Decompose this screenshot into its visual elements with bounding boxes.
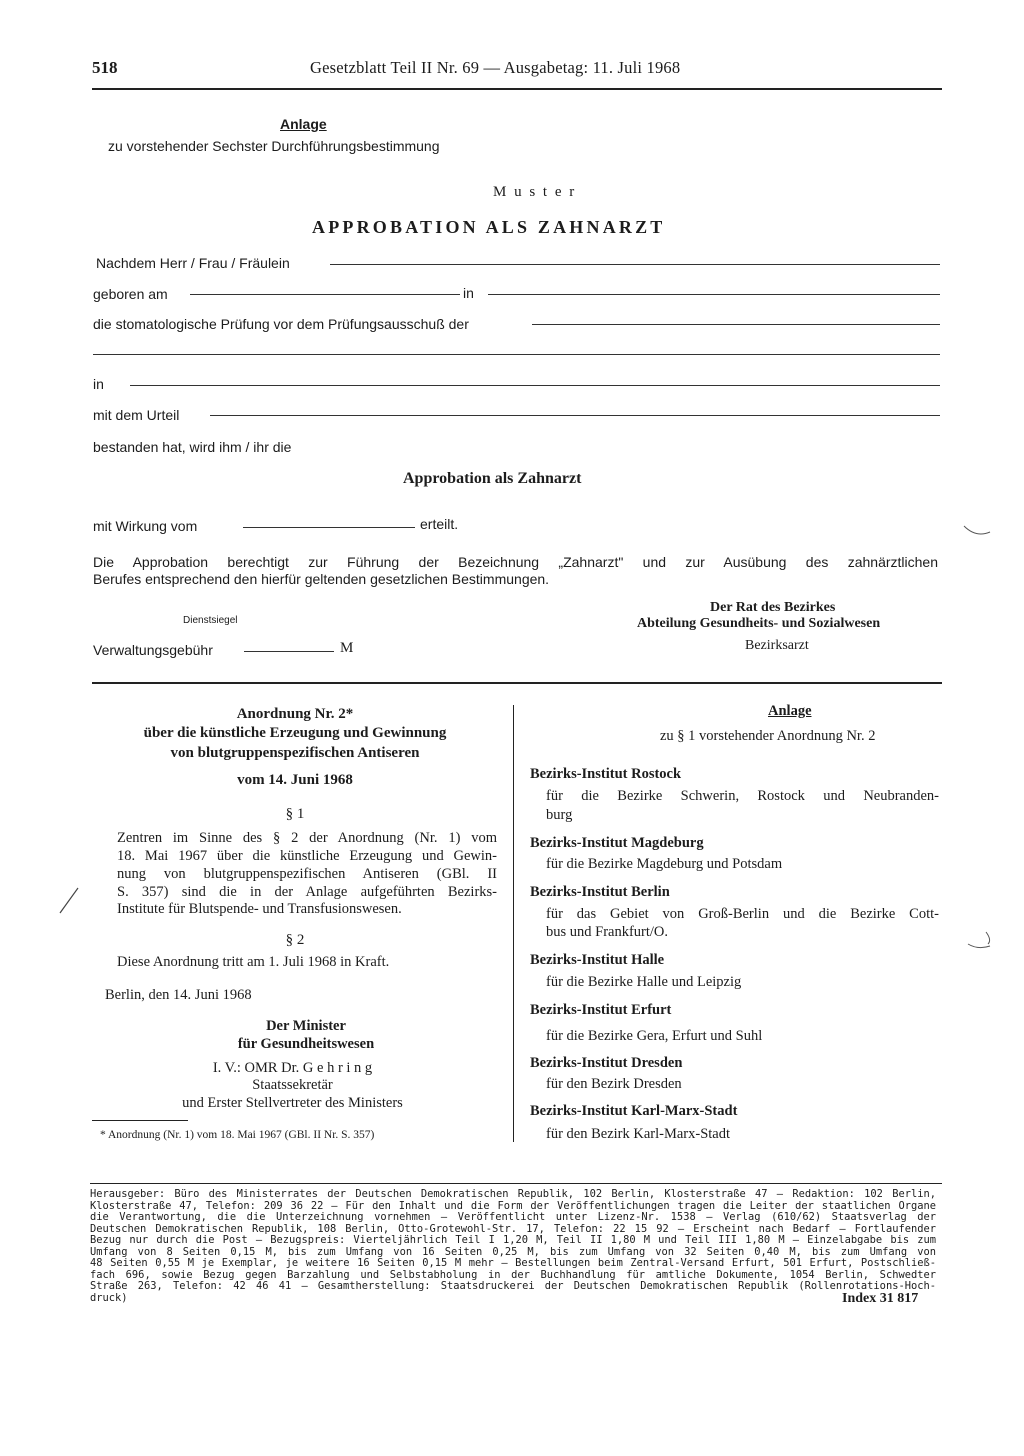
order-date: vom 14. Juni 1968 [237, 772, 353, 788]
imprint-rule [90, 1183, 942, 1184]
order-title-2: über die künstliche Erzeugung und Gewinnung [143, 725, 447, 741]
imprint-line: Deutschen Demokratischen Republik, 108 Berlin, Otto-Grotewohl-Str. 17, Telefon: 22 15 92 — Erscheint nach Bedarf — Fortlaufender [90, 1222, 936, 1235]
section-1-line: S. 357) sind die in der Anlage aufgeführten Bezirks- [117, 884, 497, 900]
anlage-right-heading: Anlage [768, 703, 812, 719]
form-line-result: mit dem Urteil [93, 407, 180, 423]
institute-line: für die Bezirke Magdeburg und Potsdam [546, 856, 783, 872]
imprint-line: Herausgeber: Büro des Ministerrates der Deutschen Demokratischen Republik, 102 Berlin, Klosterstraße 47 — Redaktion: 102 Berlin, [90, 1188, 936, 1200]
institute-line: bus und Frankfurt/O. [546, 924, 669, 940]
form-subtitle: Approbation als Zahnarzt [403, 470, 582, 487]
imprint-line: fach 696, sowie Bezug gegen Barzahlung und Selbstabholung in der Buchhandlung für amtliche Dokumente, 1054 Berlin, Schwedter [90, 1268, 936, 1281]
imprint-line: Straße 263, Telefon: 42 46 41 — Gesamtherstellung: Staatsdruckerei der Deutschen Demokratischen Republik (Rollenrotations-Hoch- [90, 1280, 936, 1292]
fill-line-exam-cont[interactable] [93, 354, 940, 355]
institute-name: Bezirks-Institut Erfurt [530, 1002, 672, 1018]
muster-label: M u s t e r [493, 184, 577, 200]
form-title: APPROBATION ALS ZAHNARZT [312, 217, 666, 237]
section-1-line: nung von blutgruppenspezifischen Antiseren (GBl. II [117, 866, 497, 882]
authority-line-1: Der Rat des Bezirkes [710, 600, 836, 615]
role-line-1: Staatssekretär [252, 1077, 333, 1093]
footnote: * Anordnung (Nr. 1) vom 18. Mai 1967 (GBl. II Nr. S. 357) [100, 1129, 375, 1141]
section-2-heading: § 2 [285, 932, 305, 948]
fill-line-in[interactable] [130, 385, 940, 386]
fill-line-result[interactable] [210, 415, 940, 416]
institute-name: Bezirks-Institut Karl-Marx-Stadt [530, 1103, 738, 1119]
institute-line: für den Bezirk Karl-Marx-Stadt [546, 1126, 731, 1142]
institute-line: für das Gebiet von Groß-Berlin und die Bezirke Cott- [546, 906, 939, 922]
form-paragraph-line-2: Berufes entsprechend den hierfür geltenden gesetzlichen Bestimmungen. [93, 571, 550, 587]
form-paragraph-line-1: Die Approbation berechtigt zur Führung der Bezeichnung „Zahnarzt" und zur Ausübung des zahnärztlichen [93, 554, 938, 570]
institute-name: Bezirks-Institut Dresden [530, 1055, 683, 1071]
footnote-rule [92, 1120, 188, 1121]
running-title: Gesetzblatt Teil II Nr. 69 — Ausgabetag: 11. Juli 1968 [310, 58, 681, 77]
form-line-name: Nachdem Herr / Frau / Fräulein [96, 255, 290, 271]
institute-name: Bezirks-Institut Magdeburg [530, 835, 704, 851]
fill-line-name[interactable] [330, 264, 940, 265]
section-2-text: Diese Anordnung tritt am 1. Juli 1968 in Kraft. [117, 954, 390, 970]
institute-line: für die Bezirke Schwerin, Rostock und Neubranden- [546, 788, 939, 804]
authority-line-3: Bezirksarzt [745, 638, 809, 653]
fee-unit: M [340, 640, 354, 656]
imprint-line: Bezug nur durch die Post — Bezugspreis: Vierteljährlich Teil I 1,20 M, Teil II 1,80 M und Teil III 1,80 M — Einzelabgabe bis zum [90, 1234, 936, 1246]
imprint-line: die Verantwortung, die die Unterzeichnung vornehmen — Veröffentlicht unter Lizenz-Nr. 1538 — Verlag (610/62) Staatsverlag der [90, 1211, 936, 1223]
section-1-line: Institute für Blutspende- und Transfusionswesen. [117, 901, 402, 917]
page-number: 518 [92, 58, 118, 77]
institute-line: burg [546, 807, 573, 823]
section-1-line: Zentren im Sinne des § 2 der Anordnung (Nr. 1) vom [117, 830, 497, 846]
margin-mark [962, 522, 992, 540]
section-rule [92, 682, 942, 684]
pencil-mark [56, 886, 82, 916]
institute-name: Bezirks-Institut Halle [530, 952, 665, 968]
institute-line: für den Bezirk Dresden [546, 1076, 682, 1092]
institute-line: für die Bezirke Gera, Erfurt und Suhl [546, 1028, 763, 1044]
institute-line: für die Bezirke Halle und Leipzig [546, 974, 742, 990]
order-title-1: Anordnung Nr. 2* [236, 706, 354, 722]
fill-line-born-place[interactable] [488, 294, 940, 295]
minister-line-2: für Gesundheitswesen [237, 1036, 375, 1052]
anlage-subheading: zu vorstehender Sechster Durchführungsbestimmung [108, 138, 440, 154]
place-date: Berlin, den 14. Juni 1968 [105, 987, 252, 1003]
section-1-line: 18. Mai 1967 über die künstliche Erzeugung und Gewin- [117, 848, 497, 864]
form-line-born: geboren am [93, 286, 168, 302]
institute-name: Bezirks-Institut Berlin [530, 884, 670, 900]
column-divider [513, 705, 514, 1142]
fill-line-born-date[interactable] [190, 294, 460, 295]
fill-line-exam[interactable] [532, 324, 940, 325]
form-line-born-in: in [463, 285, 474, 301]
role-line-2: und Erster Stellvertreter des Ministers [182, 1095, 403, 1111]
header-rule [92, 88, 942, 90]
margin-mark [966, 930, 996, 952]
anlage-heading: Anlage [280, 116, 327, 132]
imprint-line: 48 Seiten 0,55 M je Exemplar, je weitere 16 Seiten 0,15 M mehr — Bestellungen beim Zentral-Versand Erfurt, 501 Erfurt, Postschließ- [90, 1257, 936, 1269]
imprint-line: Umfang von 8 Seiten 0,15 M, bis zum Umfang von 16 Seiten 0,25 M, bis zum Umfang von 32 Seiten 0,40 M, bis zum Umfang von [90, 1245, 936, 1258]
signatory: I. V.: OMR Dr. G e h r i n g [212, 1060, 373, 1076]
form-line-in: in [93, 376, 104, 392]
minister-line-1: Der Minister [266, 1018, 346, 1034]
imprint-line: druck) [90, 1291, 128, 1304]
fill-line-effect[interactable] [243, 527, 415, 528]
anlage-right-subheading: zu § 1 vorstehender Anordnung Nr. 2 [660, 728, 876, 744]
form-line-passed: bestanden hat, wird ihm / ihr die [93, 439, 292, 455]
form-line-effect: mit Wirkung vom [93, 518, 198, 534]
imprint-line: Klosterstraße 47, Telefon: 209 36 22 — Für den Inhalt und die Form der Veröffentlichungen tragen die Leiter der staatlichen Organe [90, 1199, 936, 1212]
form-line-granted: erteilt. [420, 516, 459, 532]
seal-label: Dienstsiegel [183, 615, 238, 626]
fee-label: Verwaltungsgebühr [93, 642, 213, 658]
form-line-exam: die stomatologische Prüfung vor dem Prüfungsausschuß der [93, 316, 469, 332]
institute-name: Bezirks-Institut Rostock [530, 766, 682, 782]
fill-line-fee[interactable] [244, 651, 334, 652]
order-title-3: von blutgruppenspezifischen Antiseren [170, 745, 420, 761]
index-number: Index 31 817 [842, 1291, 919, 1306]
section-1-heading: § 1 [285, 806, 305, 822]
authority-line-2: Abteilung Gesundheits- und Sozialwesen [637, 616, 881, 631]
